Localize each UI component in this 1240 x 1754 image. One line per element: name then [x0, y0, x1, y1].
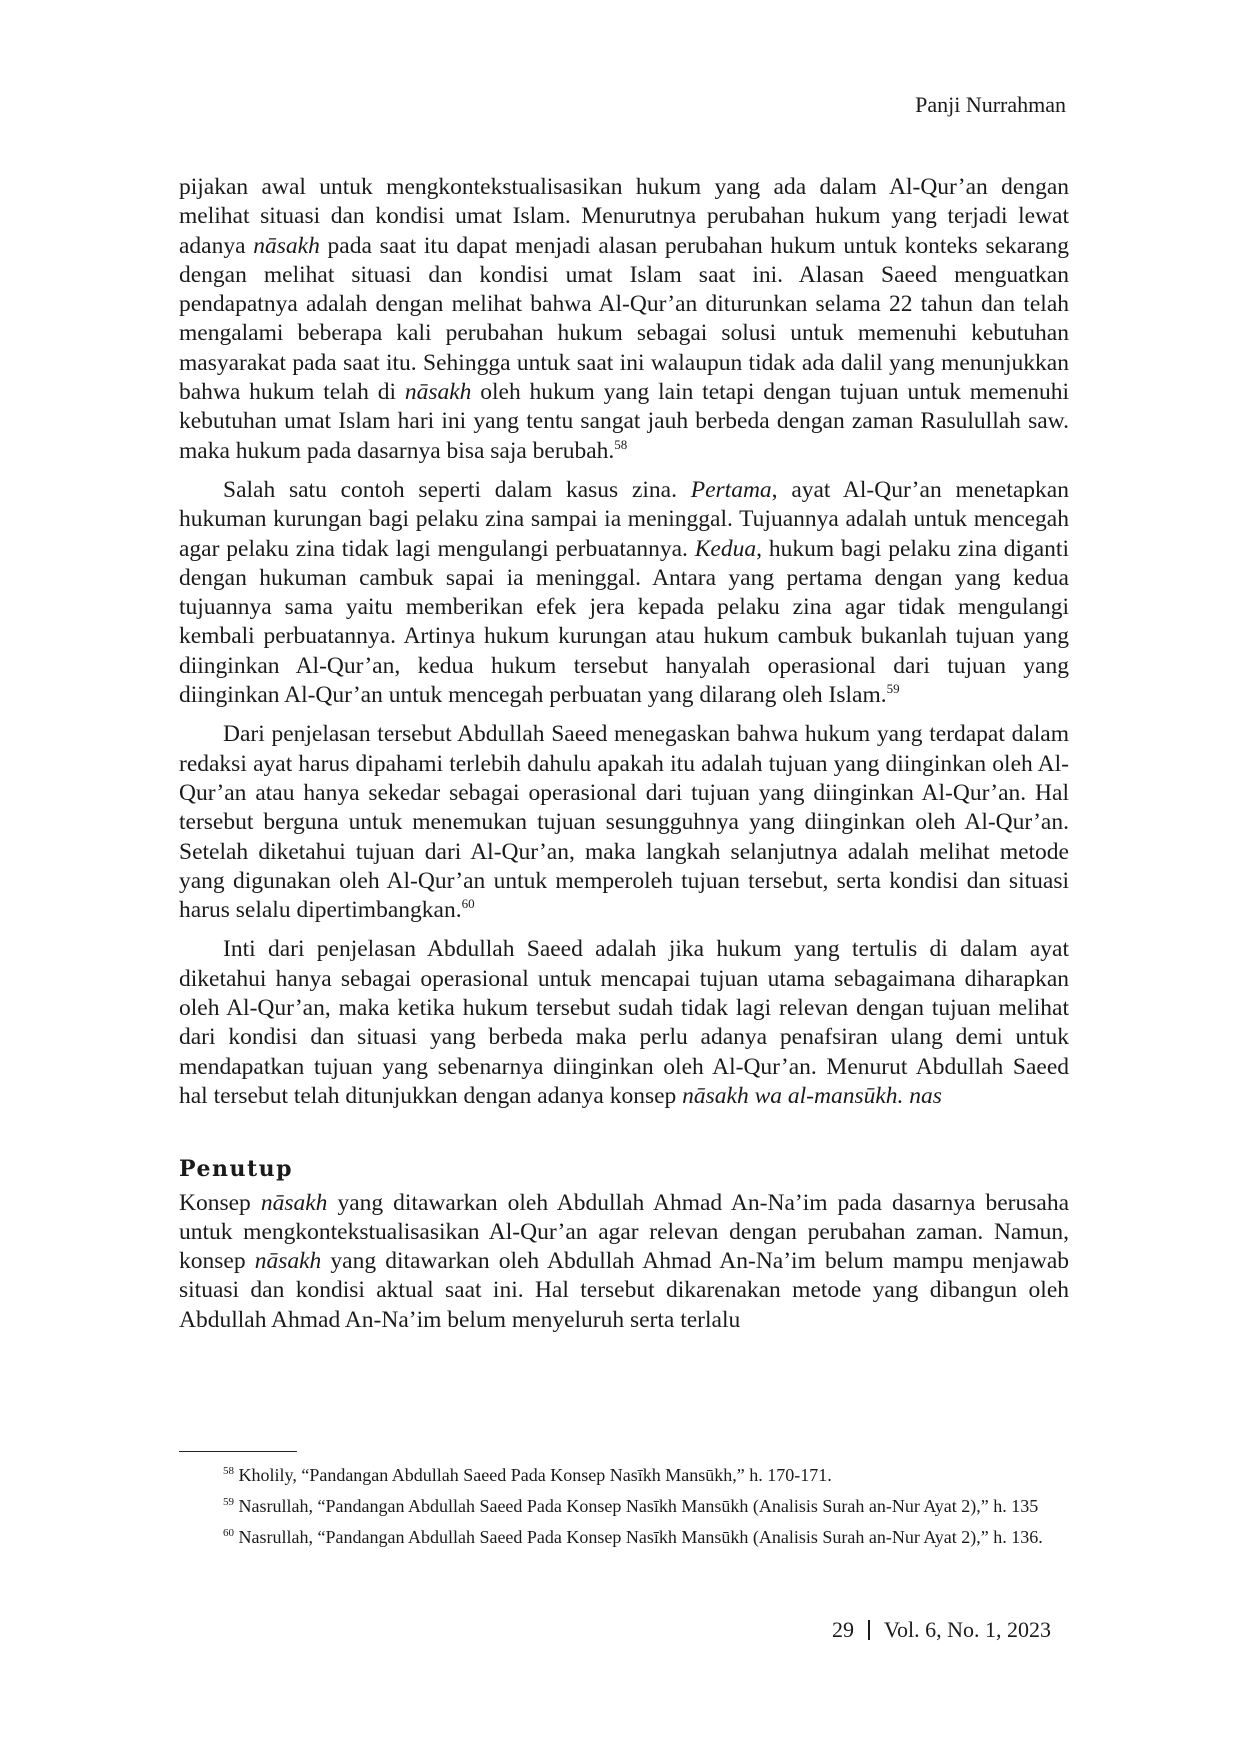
- footnote-text: Kholily, “Pandangan Abdullah Saeed Pada Konsep Nasīkh Mansūkh,” h. 170-171.: [238, 1465, 832, 1485]
- footnote-text: Nasrullah, “Pandangan Abdullah Saeed Pada Konsep Nasīkh Mansūkh (Analisis Surah an-Nur Ayat 2),” h. 136.: [238, 1527, 1043, 1547]
- footnote-number: 59: [223, 1496, 234, 1508]
- text-run: yang ditawarkan oleh Abdullah Ahmad An-Na’im pada dasarnya berusaha untuk mengkontekstualisasikan Al-Qur’an agar relevan dengan perubahan zaman. Namun, konsep: [179, 1189, 1069, 1275]
- italic-term: Pertama: [690, 476, 772, 503]
- paragraph: [179, 720, 1069, 925]
- footnote-ref: 58: [614, 436, 628, 452]
- italic-term: nāsakh: [260, 1189, 328, 1216]
- footnote: [179, 1465, 1069, 1486]
- text-run: Dari penjelasan tersebut Abdullah Saeed menegaskan bahwa hukum yang terdapat dalam redaksi ayat harus dipahami terlebih dahulu apakah itu adalah tujuan yang diinginkan oleh Al-Qur’an atau hanya sekedar sebagai operasional dari tujuan yang diinginkan Al-Qur’an. Hal tersebut berguna untuk menemukan tujuan sesungguhnya yang diinginkan oleh Al-Qur’an. Setelah diketahui tujuan dari Al-Qur’an, maka langkah selanjutnya adalah melihat metode yang digunakan oleh Al-Qur’an untuk memperoleh tujuan tersebut, serta kondisi dan situasi harus selalu dipertimbangkan.: [179, 721, 1069, 924]
- text-run: pada saat itu dapat menjadi alasan perubahan hukum untuk konteks sekarang dengan melihat situasi dan kondisi umat Islam saat ini. Alasan Saeed menguatkan pendapatnya adalah dengan melihat bahwa Al-Qur’an diturunkan selama 22 tahun dan telah mengalami beberapa kali perubahan hukum sebagai solusi untuk memenuhi kebutuhan masyarakat pada saat itu. Sehingga untuk saat ini walaupun tidak ada dalil yang menunjukkan bahwa hukum telah di: [179, 232, 1069, 406]
- footnote: [179, 1496, 1069, 1517]
- paragraph: [179, 173, 1069, 466]
- text-run: , ayat Al-Qur’an menetapkan hukuman kurungan bagi pelaku zina sampai ia meninggal. Tujuannya adalah untuk mencegah agar pelaku zina tidak lagi mengulangi perbuatannya.: [179, 476, 1069, 562]
- italic-term: nāsakh: [404, 379, 472, 406]
- italic-term: nāsakh: [253, 232, 320, 259]
- running-head-author: Panji Nurrahman: [915, 92, 1066, 117]
- page-footer: [832, 1617, 1051, 1643]
- paragraph: [179, 935, 1069, 1111]
- page-number: 29: [831, 1617, 854, 1642]
- text-run: , hukum bagi pelaku zina diganti dengan hukuman cambuk sapai ia meninggal. Antara yang pertama dengan yang kedua tujuannya sama yaitu memberikan efek jera kepada pelaku zina agar tidak mengulangi kembali perbuatannya. Artinya hukum kurungan atau hukum cambuk bukanlah tujuan yang diinginkan Al-Qur’an, kedua hukum tersebut hanyalah operasional dari tujuan yang diinginkan Al-Qur’an untuk mencegah perbuatan yang dilarang oleh Islam.: [179, 535, 1069, 709]
- footnote-number: 60: [223, 1527, 234, 1539]
- text-run: oleh hukum yang lain tetapi dengan tujuan untuk memenuhi kebutuhan umat Islam hari ini yang tentu sangat jauh berbeda dengan zaman Rasulullah saw. maka hukum pada dasarnya bisa saja berubah.: [179, 379, 1069, 464]
- text-run: pijakan awal untuk mengkontekstualisasikan hukum yang ada dalam Al-Qur’an dengan melihat situasi dan kondisi umat Islam. Menurutnya perubahan hukum yang terjadi lewat adanya: [179, 174, 1069, 259]
- italic-term: nāsakh wa al-mansūkh. nas: [682, 1082, 942, 1109]
- footnote-ref: 59: [886, 681, 900, 697]
- footnote-ref: 60: [461, 896, 475, 912]
- journal-issue: Vol. 6, No. 1, 2023: [883, 1617, 1051, 1642]
- text-run: Salah satu contoh seperti dalam kasus zina.: [223, 476, 691, 503]
- text-run: Inti dari penjelasan Abdullah Saeed adalah jika hukum yang tertulis di dalam ayat diketahui hanya sebagai operasional untuk mencapai tujuan utama sebagaimana diharapkan oleh Al-Qur’an, maka ketika hukum tersebut sudah tidak lagi relevan dengan tujuan melihat dari kondisi dan situasi yang berbeda maka perlu adanya penafsiran ulang demi untuk mendapatkan tujuan yang sebenarnya diinginkan oleh Al-Qur’an. Menurut Abdullah Saeed hal tersebut telah ditunjukkan dengan adanya konsep: [179, 936, 1069, 1109]
- italic-term: nāsakh: [254, 1248, 322, 1275]
- footnote: [179, 1527, 1069, 1548]
- footnote-number: 58: [223, 1465, 234, 1477]
- footnote-text: Nasrullah, “Pandangan Abdullah Saeed Pada Konsep Nasīkh Mansūkh (Analisis Surah an-Nur Ayat 2),” h. 135: [238, 1496, 1039, 1516]
- footnotes: [179, 1465, 1069, 1558]
- paragraph: [179, 476, 1069, 710]
- body-text: [179, 173, 1069, 1335]
- paragraph: [179, 1189, 1069, 1335]
- text-run: Konsep: [179, 1189, 261, 1216]
- italic-term: Kedua: [694, 535, 757, 562]
- footer-separator: [868, 1620, 870, 1640]
- text-run: yang ditawarkan oleh Abdullah Ahmad An-Na’im belum mampu menjawab situasi dan kondisi aktual saat ini. Hal tersebut dikarenakan metode yang dibangun oleh Abdullah Ahmad An-Na’im belum menyeluruh serta terlalu: [179, 1248, 1070, 1333]
- section-heading: Penutup: [179, 1156, 293, 1183]
- footnote-divider: [179, 1451, 297, 1452]
